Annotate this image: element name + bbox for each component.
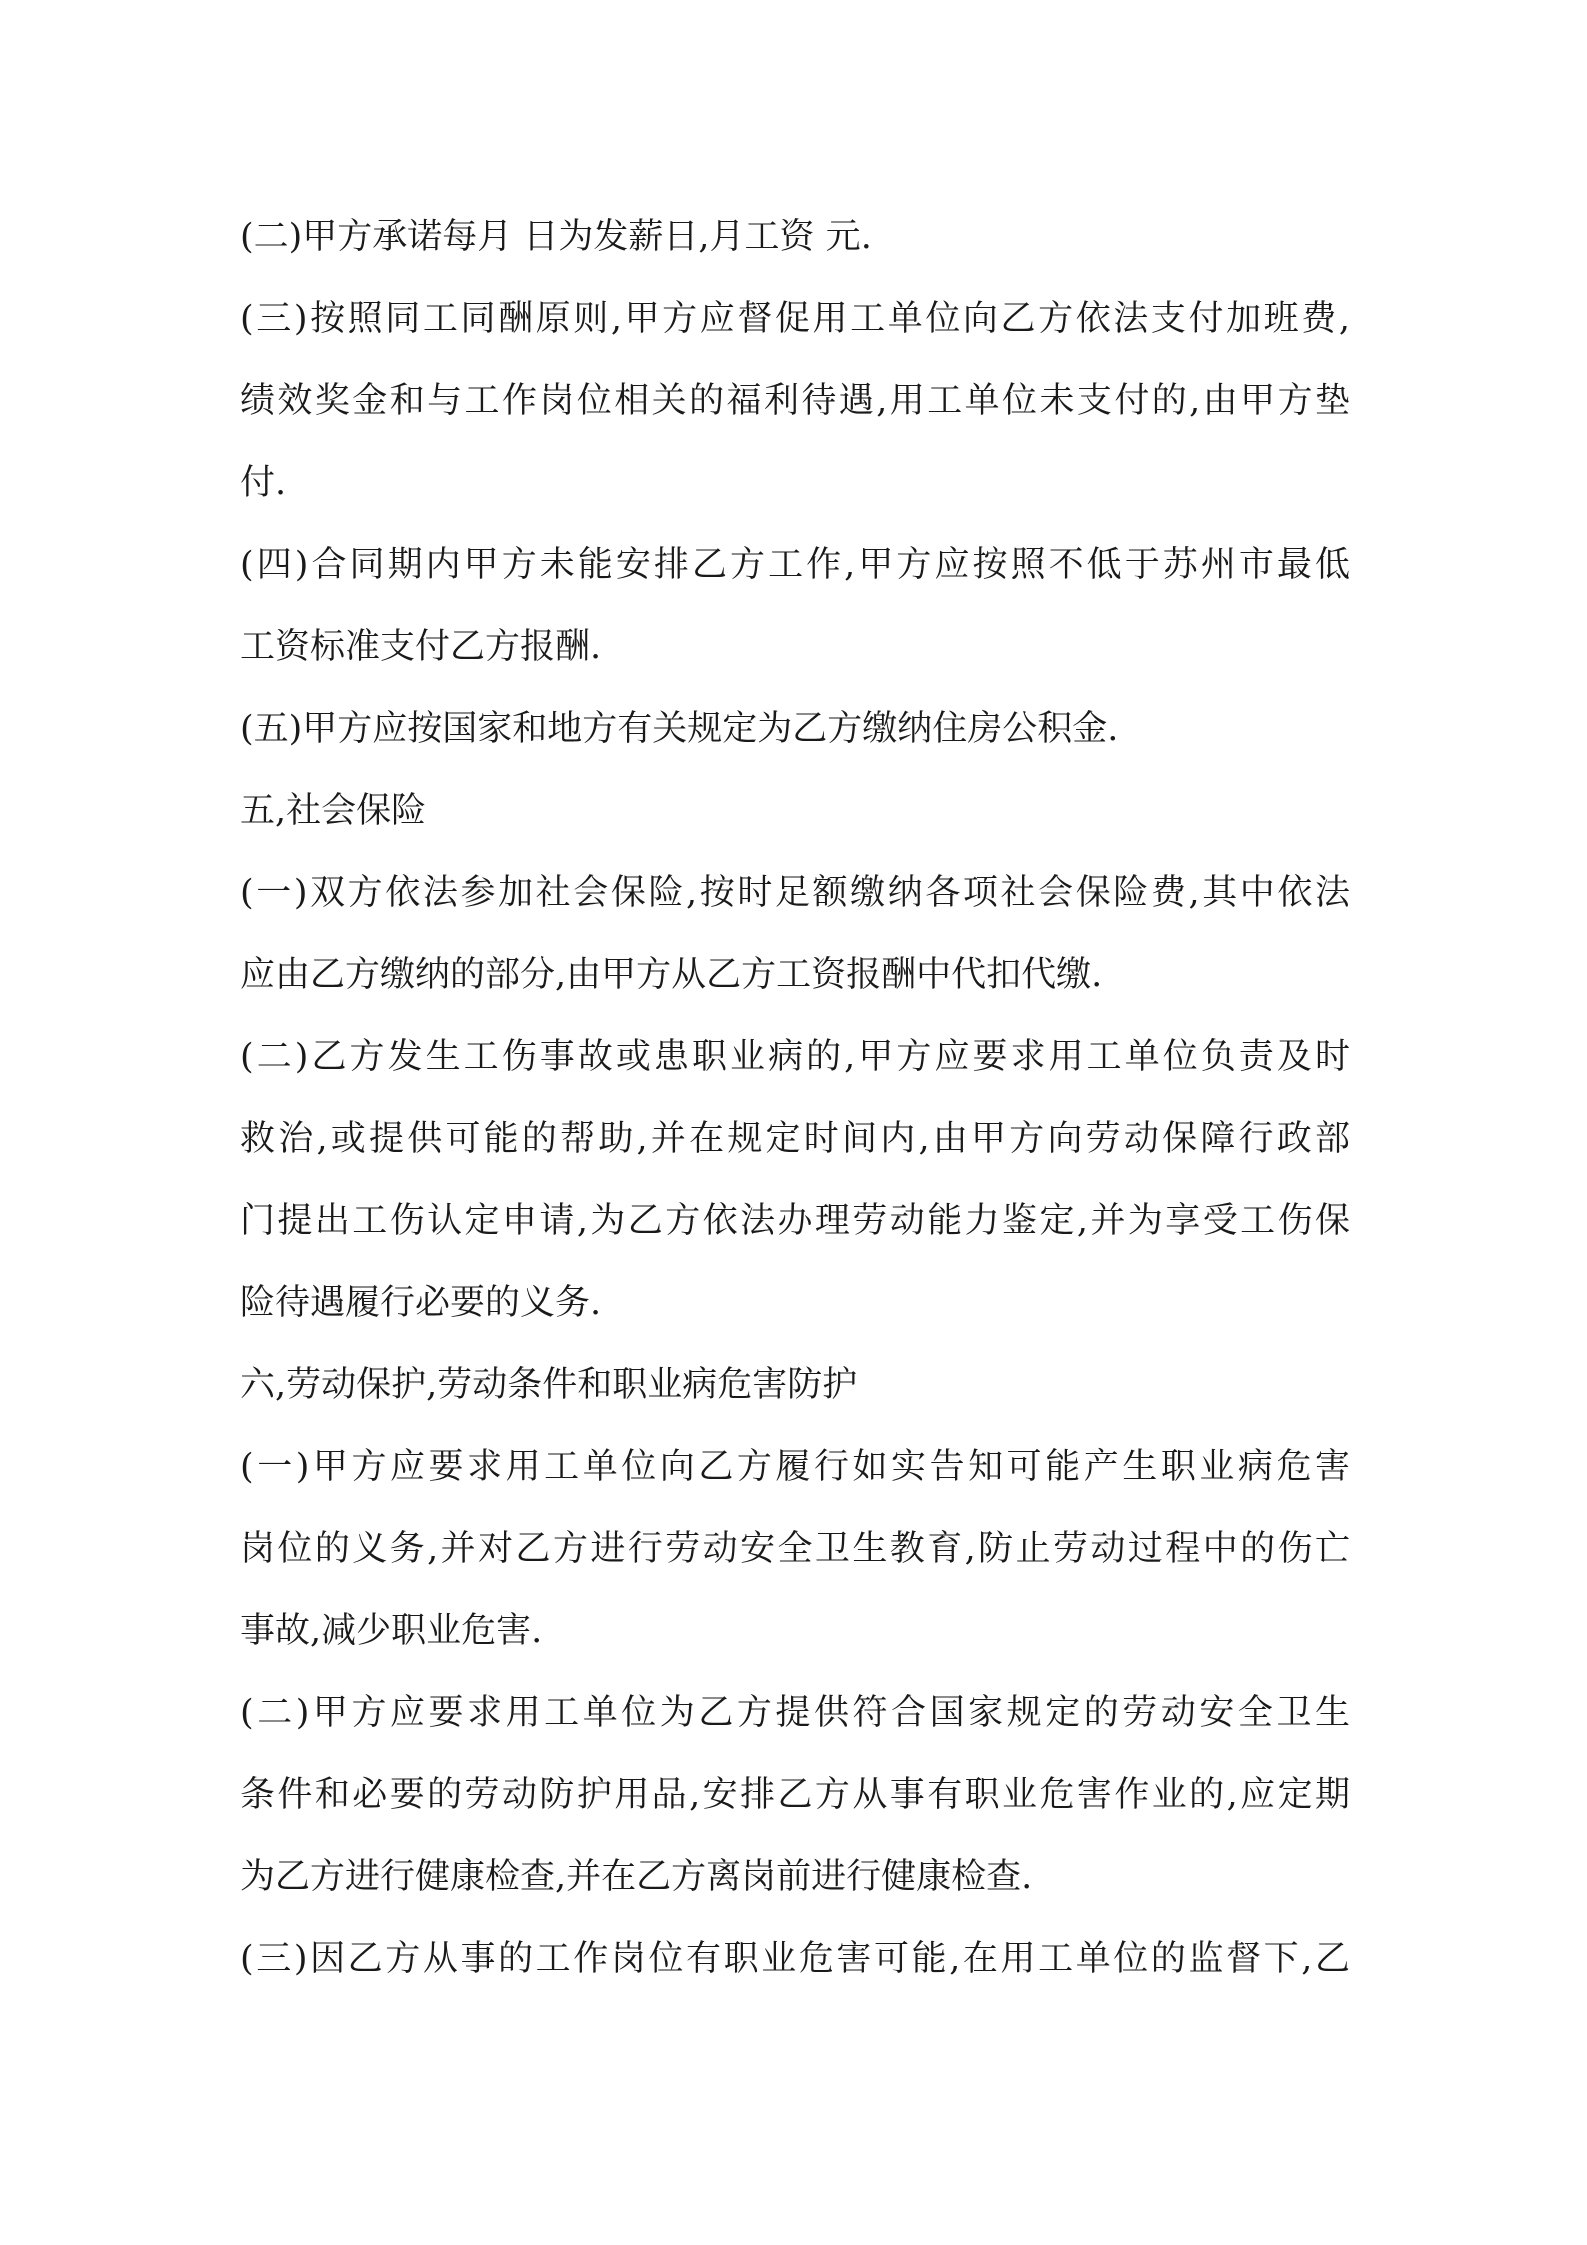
text-line: (二)甲方承诺每月 日为发薪日,月工资 元.	[240, 217, 872, 257]
text-line: 付.	[240, 463, 287, 503]
text-line: 工资标准支付乙方报酬.	[240, 627, 602, 667]
text-line: (五)甲方应按国家和地方有关规定为乙方缴纳住房公积金.	[240, 709, 1119, 749]
text-line: (三)按照同工同酬原则,甲方应督促用工单位向乙方依法支付加班费,	[240, 299, 1350, 339]
text-line: (三)因乙方从事的工作岗位有职业危害可能,在用工单位的监督下,乙	[240, 1939, 1350, 1979]
text-line: (四)合同期内甲方未能安排乙方工作,甲方应按照不低于苏州市最低	[240, 545, 1350, 585]
text-line: 岗位的义务,并对乙方进行劳动安全卫生教育,防止劳动过程中的伤亡	[240, 1529, 1350, 1569]
section-heading: 五,社会保险	[240, 791, 427, 831]
text-line: (二)甲方应要求用工单位为乙方提供符合国家规定的劳动安全卫生	[240, 1693, 1350, 1733]
text-line: 绩效奖金和与工作岗位相关的福利待遇,用工单位未支付的,由甲方垫	[240, 381, 1350, 421]
text-line: 救治,或提供可能的帮助,并在规定时间内,由甲方向劳动保障行政部	[240, 1119, 1350, 1159]
text-line: (一)双方依法参加社会保险,按时足额缴纳各项社会保险费,其中依法	[240, 873, 1350, 913]
section-heading: 六,劳动保护,劳动条件和职业病危害防护	[240, 1365, 858, 1405]
document-body	[240, 196, 1350, 2000]
text-line: (一)甲方应要求用工单位向乙方履行如实告知可能产生职业病危害	[240, 1447, 1350, 1487]
text-line: 险待遇履行必要的义务.	[240, 1283, 602, 1323]
text-line: 应由乙方缴纳的部分,由甲方从乙方工资报酬中代扣代缴.	[240, 955, 1103, 995]
text-line: 事故,减少职业危害.	[240, 1611, 543, 1651]
text-line: 条件和必要的劳动防护用品,安排乙方从事有职业危害作业的,应定期	[240, 1775, 1350, 1815]
text-line: (二)乙方发生工伤事故或患职业病的,甲方应要求用工单位负责及时	[240, 1037, 1350, 1077]
text-line: 为乙方进行健康检查,并在乙方离岗前进行健康检查.	[240, 1857, 1033, 1897]
text-line: 门提出工伤认定申请,为乙方依法办理劳动能力鉴定,并为享受工伤保	[240, 1201, 1350, 1241]
